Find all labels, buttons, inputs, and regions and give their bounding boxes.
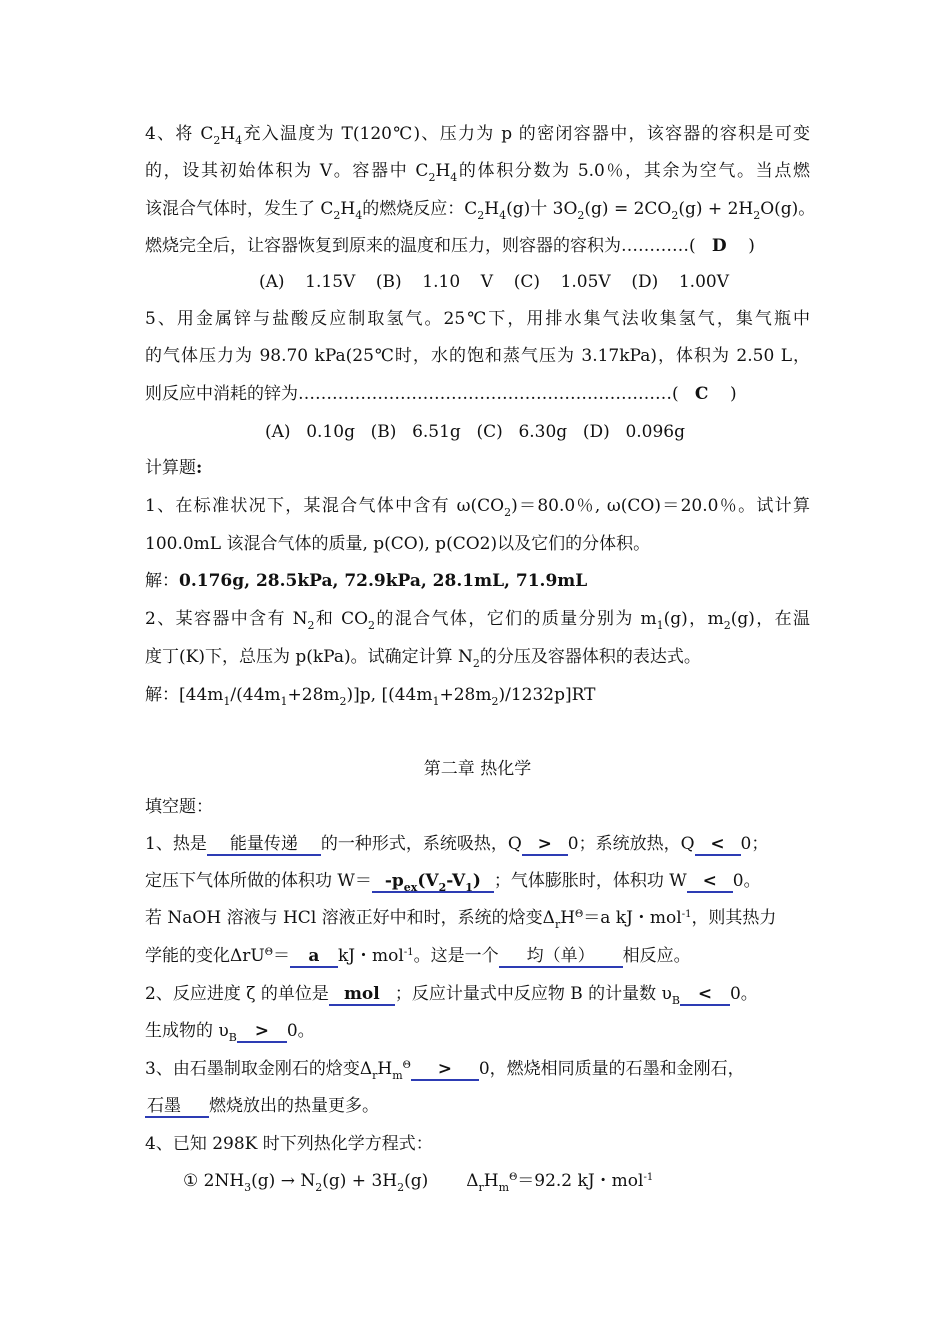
blank-volume-work[interactable]: $-p_{ex}(V_2-V_1)$ bbox=[372, 871, 494, 893]
blank-reactant-coeff[interactable]: < bbox=[680, 984, 730, 1006]
c1-line1: 1、在标准状况下，某混合气体中含有 $\omega(CO_2)=80.0$％, ω(CO)＝20.0％。试计算 bbox=[145, 496, 810, 519]
blank-energy-transfer[interactable]: 能量传递 bbox=[207, 834, 321, 856]
f3-line1: 3、由石墨制取金刚石的焓变$\Delta_rH_m^\Theta > 0$，燃烧相同质量的石墨和金刚石， bbox=[145, 1059, 745, 1082]
f1-line4: 学能的变化ΔrU$^\Theta$＝ a kJ・mol$^{-1}$。这是一个 均（单） 相反应。 bbox=[145, 946, 691, 966]
f1-line2: 定压下气体所做的体积功 $W= -p_{ex}(V_2-V_1)$ ；气体膨胀时，体积功 W < 0。 bbox=[145, 871, 761, 894]
choice-a: (A) 1.15V bbox=[259, 272, 356, 292]
c2-solution: 解：$[44m_1/(44m_1+28m_2)]p$, $[(44m_1+28m_2)/1232p]RT$ bbox=[145, 685, 596, 708]
f4-line1: 4、已知 298K 时下列热化学方程式： bbox=[145, 1134, 433, 1154]
q4-line4: 燃烧完全后，让容器恢复到原来的温度和压力，则容器的容积为…………( D ) bbox=[145, 236, 755, 256]
f4-equation1: ① $2NH_3(g) \to N_2(g) + 3H_2(g)$ $\Delta_rH_m^\Theta=92.2$ kJ・mol$^{-1}$ bbox=[183, 1171, 654, 1194]
choice-b: (B) 1.10 V bbox=[375, 272, 494, 292]
blank-q-release[interactable]: < bbox=[695, 834, 741, 856]
q4-answer: D bbox=[711, 236, 727, 256]
c2-line2: 度丁(K)下，总压为 p(kPa)。试确定计算 $N_2$的分压及容器体积的表达式。 bbox=[145, 647, 701, 670]
q5-answer: C bbox=[694, 384, 709, 404]
blank-phase-type[interactable]: 均（单） bbox=[499, 946, 623, 968]
choice-c: (C) 1.05V bbox=[513, 272, 611, 292]
c1-line2: 100.0mL 该混合气体的质量, p(CO), p(CO2)以及它们的分体积。 bbox=[145, 534, 651, 554]
q4-choices bbox=[259, 270, 729, 294]
blank-extent-unit[interactable]: mol bbox=[329, 984, 395, 1006]
chapter-title: 第二章 热化学 bbox=[423, 759, 532, 779]
q5-line2: 的气体压力为 98.70 kPa(25℃时，水的饱和蒸气压为 3.17kPa)，体积为 2.50 L， bbox=[145, 346, 810, 366]
c2-line1: 2、某容器中含有 $N_2$和 $CO_2$的混合气体，它们的质量分别为 $m_1(g)$，$m_2(g)$，在温 bbox=[145, 609, 810, 632]
blank-w-expand[interactable]: < bbox=[687, 871, 733, 893]
q5-line1: 5、用金属锌与盐酸反应制取氢气。25℃下，用排水集气法收集氢气，集气瓶中 bbox=[145, 309, 810, 329]
choice-a: (A) 0.10g bbox=[265, 422, 355, 442]
q5-line3: 则反应中消耗的锌为…………………………………………………………( C ) bbox=[145, 384, 737, 404]
blank-internal-energy[interactable]: a bbox=[290, 946, 338, 968]
choice-c: (C) 6.30g bbox=[476, 422, 568, 442]
calc-section-header: 计算题: bbox=[145, 458, 203, 478]
fill-section-header: 填空题： bbox=[145, 797, 213, 817]
c1-solution: 解：0.176g, 28.5kPa, 72.9kPa, 28.1mL, 71.9mL bbox=[145, 571, 588, 591]
q4-line1: 4、将 $C_2H_4$充入温度为 T(120℃)、压力为 p 的密闭容器中，该容器的容积是可变 bbox=[145, 124, 810, 147]
f1-line3: 若 NaOH 溶液与 HCl 溶液正好中和时，系统的焓变$\Delta_rH^\Theta=a$ kJ・mol$^{-1}$，则其热力 bbox=[145, 908, 777, 931]
choice-d: (D) 1.00V bbox=[631, 272, 729, 292]
choice-b: (B) 6.51g bbox=[370, 422, 461, 442]
f3-line2: 石墨 燃烧放出的热量更多。 bbox=[147, 1096, 379, 1116]
f1-line1: 1、热是 能量传递 的一种形式，系统吸热，Q > 0；系统放热，Q < 0； bbox=[145, 834, 769, 854]
choice-d: (D) 0.096g bbox=[582, 422, 685, 442]
f2-line1: 2、反应进度 ζ 的单位是 mol ；反应计量式中反应物 B 的计量数 $\upsilon_B < 0$。 bbox=[145, 984, 758, 1007]
q4-line3: 该混合气体时，发生了 $C_2H_4$的燃烧反应：$C_2H_4(g)$十 $3O_2(g) = 2CO_2(g) + 2H_2O(g)$。 bbox=[145, 199, 816, 222]
blank-product-coeff[interactable]: > bbox=[237, 1021, 287, 1043]
blank-graphite[interactable]: 石墨 bbox=[145, 1096, 209, 1118]
q5-choices bbox=[265, 420, 685, 444]
f2-line2: 生成物的 $\upsilon_B > 0$。 bbox=[145, 1021, 315, 1044]
q4-line2: 的，设其初始体积为 V。容器中 $C_2H_4$的体积分数为 5.0％，其余为空气。当点燃 bbox=[145, 161, 810, 184]
blank-q-absorb[interactable]: > bbox=[522, 834, 568, 856]
blank-enthalpy-sign[interactable]: > bbox=[411, 1059, 479, 1081]
